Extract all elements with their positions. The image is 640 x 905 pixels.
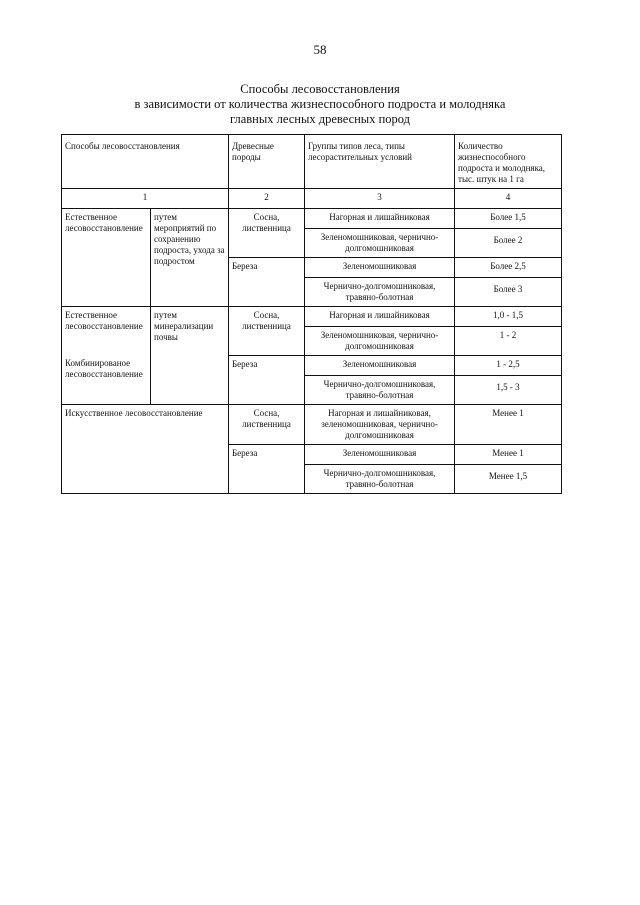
quantity-cell: 1,5 - 3 (455, 376, 562, 405)
quantity-cell: Более 3 (455, 278, 562, 307)
forest-type-cell: Чернично-долгомошниковая, травяно-болотная (305, 376, 455, 405)
species-cell: Береза (229, 356, 305, 405)
method-cell: Естественное лесовосстановление (62, 209, 151, 307)
submethod-cell: путем мероприятий по сохранению подроста, ухода за подростом (151, 209, 229, 307)
page-number: 58 (313, 42, 327, 57)
species-cell: Береза (229, 258, 305, 307)
quantity-cell: Более 1,5 (455, 209, 562, 229)
table-row (62, 405, 562, 445)
reforestation-table (61, 134, 562, 494)
species-cell: Береза (229, 445, 305, 494)
forest-type-cell: Нагорная и лишайниковая (305, 209, 455, 229)
forest-type-cell: Зеленомошниковая, чернично-долгомошниковая (305, 229, 455, 258)
forest-type-cell: Нагорная и лишайниковая (305, 307, 455, 327)
header-species: Древесные породы (229, 135, 305, 189)
table-row (62, 209, 562, 229)
submethod-cell: путем минерализации почвы (151, 307, 229, 405)
column-number-row (62, 189, 562, 209)
extra-method-text: Комбинированое лесовосстановление (65, 358, 143, 379)
quantity-cell: 1,0 - 1,5 (455, 307, 562, 327)
forest-type-cell: Чернично-долгомошниковая, травяно-болотная (305, 465, 455, 494)
species-cell: Сосна, лиственница (229, 209, 305, 258)
column-number-3: 3 (305, 189, 455, 209)
header-quantity: Количество жизнеспособного подроста и молодняка, тыс. штук на 1 га (455, 135, 562, 189)
header-forest-types: Группы типов леса, типы лесорастительных условий (305, 135, 455, 189)
forest-type-cell: Зеленомошниковая (305, 445, 455, 465)
quantity-cell: Более 2,5 (455, 258, 562, 278)
column-number-1: 1 (62, 189, 229, 209)
quantity-cell: 1 - 2,5 (455, 356, 562, 376)
table-row (62, 307, 562, 327)
quantity-cell: 1 - 2 (455, 327, 562, 356)
forest-type-cell: Зеленомошниковая, чернично-долгомошниковая (305, 327, 455, 356)
document-title (0, 82, 640, 127)
forest-type-cell: Зеленомошниковая (305, 258, 455, 278)
quantity-cell: Менее 1 (455, 445, 562, 465)
column-number-2: 2 (229, 189, 305, 209)
method-cell (62, 307, 151, 405)
column-number-4: 4 (455, 189, 562, 209)
species-cell: Сосна, лиственница (229, 405, 305, 445)
method-text: Естественное лесовосстановление (65, 310, 143, 331)
quantity-cell: Менее 1 (455, 405, 562, 445)
quantity-cell: Менее 1,5 (455, 465, 562, 494)
title-line-3: главных лесных древесных пород (229, 112, 411, 126)
forest-type-cell: Зеленомошниковая (305, 356, 455, 376)
species-cell: Сосна, лиственница (229, 307, 305, 356)
forest-type-cell: Нагорная и лишайниковая, зеленомошниковая, чернично-долгомошниковая (305, 405, 455, 445)
forest-type-cell: Чернично-долгомошниковая, травяно-болотная (305, 278, 455, 307)
title-line-2: в зависимости от количества жизнеспособного подроста и молодняка (134, 97, 506, 111)
header-methods: Способы лесовосстановления (62, 135, 229, 189)
table-header-row (62, 135, 562, 189)
quantity-cell: Более 2 (455, 229, 562, 258)
method-cell: Искусственное лесовосстановление (62, 405, 229, 494)
title-line-1: Способы лесовосстановления (240, 82, 400, 96)
